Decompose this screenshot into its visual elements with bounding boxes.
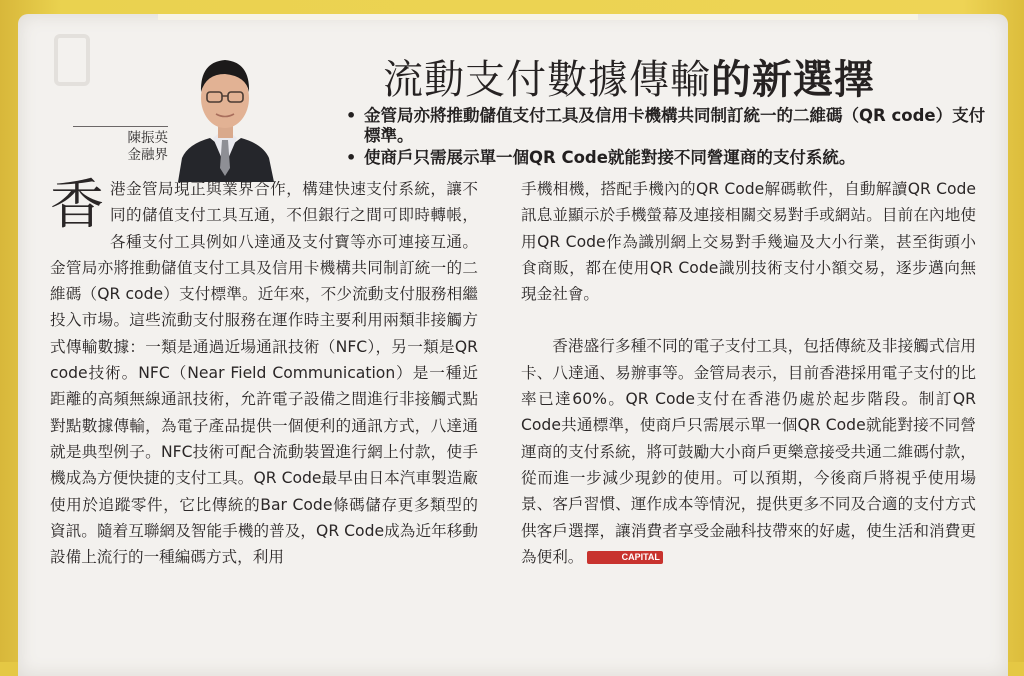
right-column-paragraph-1: 手機相機，搭配手機內的QR Code解碼軟件，自動解讀QR Code訊息並顯示於手機螢幕及連接相關交易對手或網站。目前在內地使用QR Code作為識別網上交易對手幾遍及大小行業，甚至街頭小食商販，都在使用QR Code識別技術支付小額交易，逐步邁向無現金社會。 xyxy=(521,180,976,304)
corner-decoration-icon xyxy=(54,34,90,86)
headline-regular: 流動支付數據傳輸 xyxy=(383,57,711,103)
author-byline xyxy=(73,126,168,164)
summary-bullet-text: 使商戶只需展示單一個QR Code就能對接不同營運商的支付系統。 xyxy=(364,148,856,167)
bullet-icon: • xyxy=(346,148,357,167)
drop-cap: 香 xyxy=(50,173,104,236)
author-organization: 金融界 xyxy=(127,147,168,163)
bullet-icon: • xyxy=(346,106,357,125)
article-headline xyxy=(383,48,875,105)
left-edge-decoration xyxy=(0,520,14,600)
author-name: 陳振英 xyxy=(127,130,168,146)
summary-bullet-1 xyxy=(346,106,986,146)
capital-end-mark-icon: CAPITAL xyxy=(587,551,663,564)
left-column-text: 港金管局現正與業界合作，構建快速支付系統，讓不同的儲值支付工具互通，不但銀行之間可即時轉帳，各種支付工具例如八達通及支付寶等亦可連接互通。金管局亦將推動儲值支付工具及信用卡機構共同制訂統一的二維碼（QR code）支付標準。近年來，不少流動支付服務相繼投入市場。這些流動支付服務在運作時主要利用兩類非接觸方式傳輸數據：一類是通過近場通訊技術（NFC），另一類是QR code技術。NFC（Near Field Communication）是一種近距離的高頻無線通訊技術，允許電子設備之間進行非接觸式點對點數據傳輸，為電子產品提供一個便利的通訊方式，八達通就是典型例子。NFC技術可配合流動裝置進行網上付款，使手機成為方便快捷的支付工具。QR Code最早由日本汽車製造廠使用於追蹤零件，它比傳統的Bar Code條碼儲存更多類型的資訊。隨着互聯網及智能手機的普及，QR Code成為近年移動設備上流行的一種編碼方式，利用 xyxy=(50,180,478,567)
top-strip xyxy=(158,14,918,20)
summary-bullet-text: 金管局亦將推動儲值支付工具及信用卡機構共同制訂統一的二維碼（QR code）支付標準。 xyxy=(364,106,986,145)
headline-bold: 的新選擇 xyxy=(711,57,875,103)
right-column-paragraph-2 xyxy=(521,333,976,570)
summary-bullets xyxy=(346,106,986,170)
article-column-right xyxy=(521,176,976,586)
magazine-page xyxy=(18,14,1008,676)
summary-bullet-2 xyxy=(346,148,986,168)
right-column-paragraph-2-text: 香港盛行多種不同的電子支付工具，包括傳統及非接觸式信用卡、八達通、易辦事等。金管局表示，目前香港採用電子支付的比率已達60%。QR Code支付在香港仍處於起步階段。制訂QR Code共通標準，使商戶只需展示單一個QR Code就能對接不同營運商的支付系統，將可鼓勵大小商戶更樂意接受共通二維碼付款，從而進一步減少現鈔的使用。可以預期，今後商戶將視乎使用場景、客戶習慣、運作成本等情況，提供更多不同及合適的支付方式供客戶選擇，讓消費者享受金融科技帶來的好處，使生活和消費更為便利。 xyxy=(521,337,976,566)
article-column-left xyxy=(50,173,478,570)
author-portrait xyxy=(168,40,283,182)
